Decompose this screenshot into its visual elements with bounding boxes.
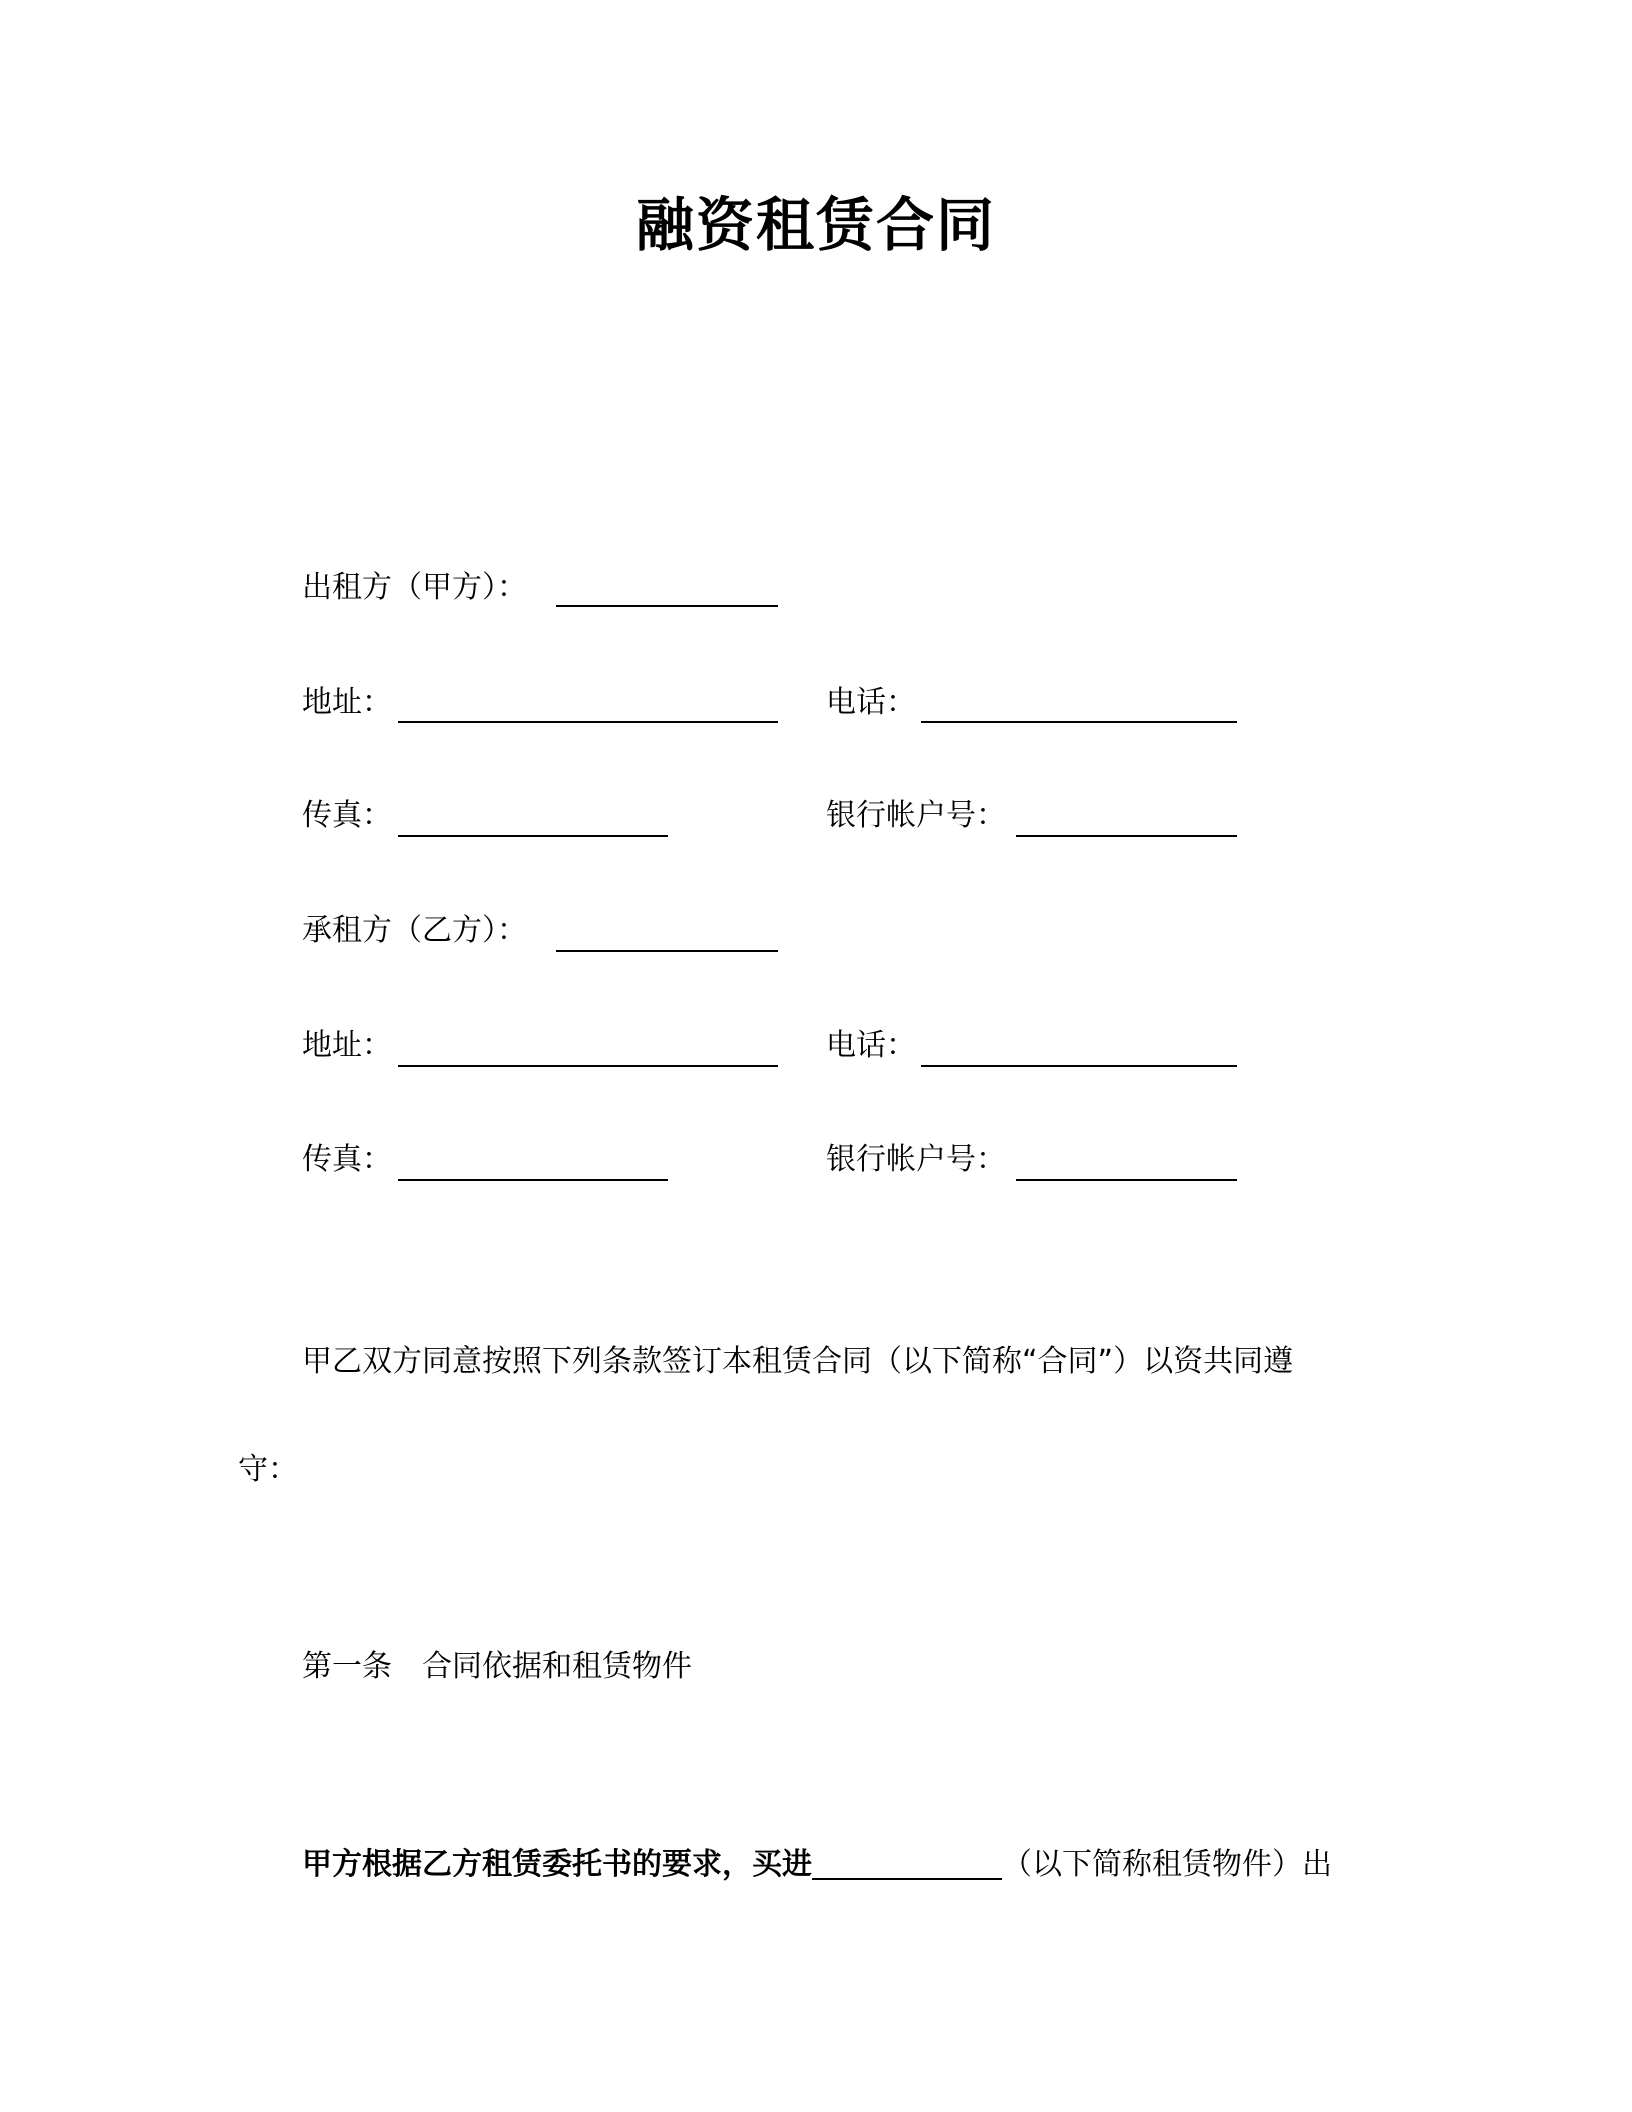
preamble-line-1: 甲乙双方同意按照下列条款签订本租赁合同（以下简称“合同”）以资共同遵 xyxy=(302,1344,1294,1379)
party-a-phone-field[interactable] xyxy=(921,721,1237,723)
party-a-name-field[interactable] xyxy=(556,605,778,607)
preamble-line-2: 守： xyxy=(238,1452,298,1487)
party-a-fax-label: 传真： xyxy=(302,798,392,833)
party-a-address-label: 地址： xyxy=(302,685,392,720)
party-a-bank-label: 银行帐户号： xyxy=(826,798,1006,833)
article-1-heading: 第一条 合同依据和租赁物件 xyxy=(302,1649,692,1684)
party-b-label: 承租方（乙方）： xyxy=(302,913,527,948)
party-b-phone-field[interactable] xyxy=(921,1065,1237,1067)
party-a-address-field[interactable] xyxy=(398,721,778,723)
article-1-paragraph xyxy=(302,1847,1332,1882)
article-1-text-after: （以下简称租赁物件）出 xyxy=(1002,1847,1332,1882)
party-b-phone-label: 电话： xyxy=(826,1028,916,1063)
party-b-address-field[interactable] xyxy=(398,1065,778,1067)
party-a-fax-field[interactable] xyxy=(398,835,668,837)
party-a-bank-field[interactable] xyxy=(1016,835,1237,837)
party-b-name-field[interactable] xyxy=(556,950,778,952)
party-b-bank-field[interactable] xyxy=(1016,1179,1237,1181)
party-b-fax-label: 传真： xyxy=(302,1142,392,1177)
document-title: 融资租赁合同 xyxy=(635,191,996,259)
party-b-address-label: 地址： xyxy=(302,1028,392,1063)
leased-item-field[interactable] xyxy=(812,1876,1002,1880)
party-a-label: 出租方（甲方）： xyxy=(302,570,527,605)
party-a-phone-label: 电话： xyxy=(826,685,916,720)
party-b-fax-field[interactable] xyxy=(398,1179,668,1181)
article-1-text-before: 甲方根据乙方租赁委托书的要求，买进 xyxy=(302,1847,812,1882)
party-b-bank-label: 银行帐户号： xyxy=(826,1142,1006,1177)
